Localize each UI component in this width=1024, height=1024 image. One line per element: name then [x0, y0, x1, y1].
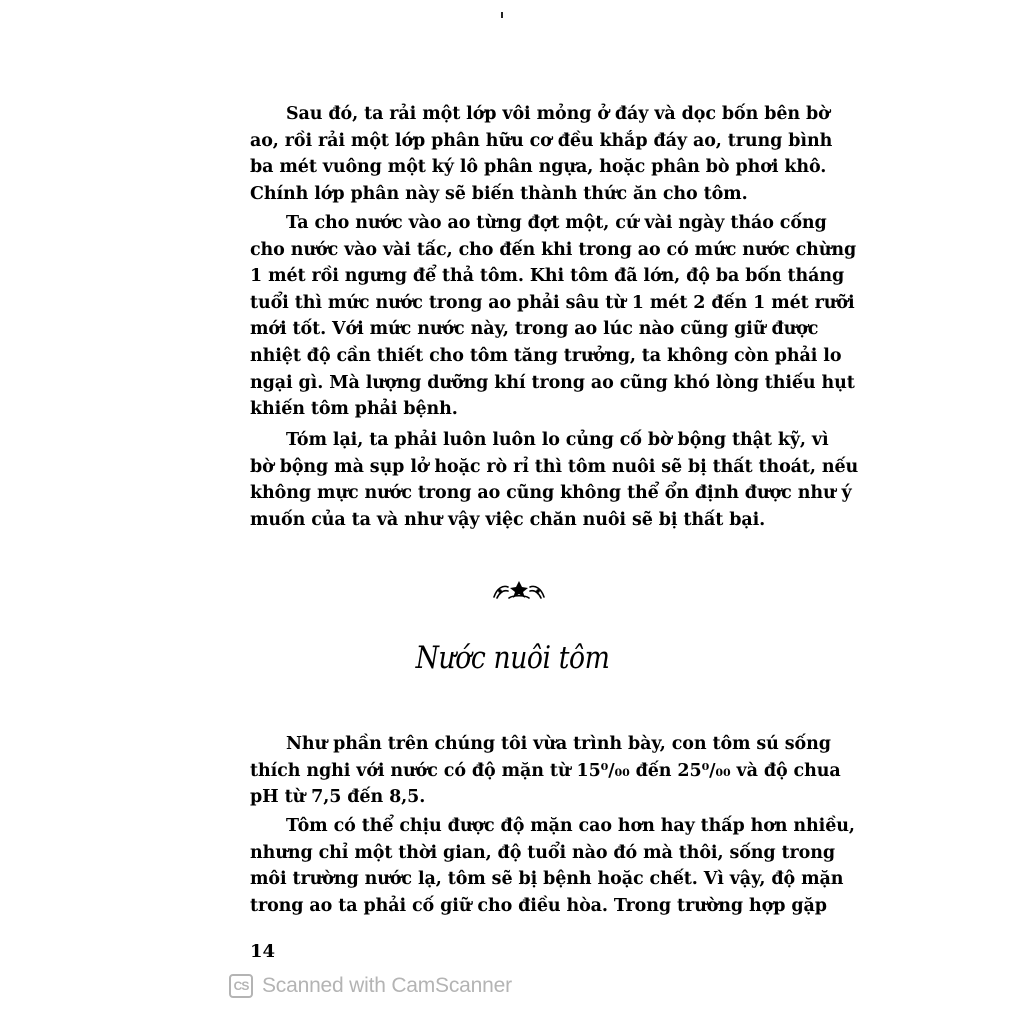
text-line: Tóm lại, ta phải luôn luôn lo củng cố bờ bộng thật kỹ, vì: [286, 430, 829, 450]
text-line: nhưng chỉ một thời gian, độ tuổi nào đó mà thôi, sống trong: [250, 842, 835, 863]
text-line: cho nước vào vài tấc, cho đến khi trong ao có mức nước chừng: [250, 239, 857, 260]
paragraph-water-filling: [250, 210, 857, 423]
camscanner-watermark: [229, 974, 512, 998]
paragraph-summary: [250, 427, 859, 533]
text-line: pH từ 7,5 đến 8,5.: [250, 787, 426, 808]
text-line: Ta cho nước vào ao từng đợt một, cứ vài ngày tháo cống: [286, 213, 827, 233]
text-line: muốn của ta và như vậy việc chăn nuôi sẽ bị thất bại.: [250, 509, 766, 530]
text-line: tuổi thì mức nước trong ao phải sâu từ 1 mét 2 đến 1 mét rưỡi: [250, 292, 855, 313]
paragraph-salinity: [250, 731, 841, 811]
watermark-text: Scanned with CamScanner: [262, 974, 512, 997]
text-line: ao, rồi rải một lớp phân hữu cơ đều khắp đáy ao, trung bình: [250, 130, 833, 151]
text-line: ba mét vuông một ký lô phân ngựa, hoặc phân bò phơi khô.: [250, 157, 827, 178]
text-line: nhiệt độ cần thiết cho tôm tăng trưởng, ta không còn phải lo: [250, 345, 842, 366]
text-line: môi trường nước lạ, tôm sẽ bị bệnh hoặc chết. Vì vậy, độ mặn: [250, 869, 844, 890]
text-line: thích nghi với nước có độ mặn từ 15⁰/₀₀ đến 25⁰/₀₀ và độ chua: [250, 760, 841, 781]
floral-ornament-icon: [491, 578, 547, 602]
text-line: Sau đó, ta rải một lớp vôi mỏng ở đáy và dọc bốn bên bờ: [286, 104, 830, 124]
text-line: mới tốt. Với mức nước này, trong ao lúc nào cũng giữ được: [250, 319, 819, 340]
text-line: Như phần trên chúng tôi vừa trình bày, con tôm sú sống: [286, 734, 831, 754]
paragraph-tolerance: [250, 813, 855, 919]
text-line: khiến tôm phải bệnh.: [250, 399, 458, 420]
paragraph-bottom-lining: [250, 101, 833, 207]
text-line: ngại gì. Mà lượng dưỡng khí trong ao cũng khó lòng thiếu hụt: [250, 372, 855, 393]
section-title: Nước nuôi tôm: [415, 640, 610, 676]
camscanner-logo-icon: CS: [229, 974, 253, 998]
text-line: bờ bộng mà sụp lở hoặc rò rỉ thì tôm nuôi sẽ bị thất thoát, nếu: [250, 456, 859, 477]
scan-speck: [501, 12, 503, 18]
text-line: 1 mét rồi ngưng để thả tôm. Khi tôm đã lớn, độ ba bốn tháng: [250, 266, 845, 287]
text-line: không mực nước trong ao cũng không thể ổn định được như ý: [250, 483, 852, 504]
page-number: 14: [250, 941, 276, 962]
text-line: trong ao ta phải cố giữ cho điều hòa. Trong trường hợp gặp: [250, 895, 827, 916]
text-line: Tôm có thể chịu được độ mặn cao hơn hay thấp hơn nhiều,: [286, 816, 855, 836]
text-line: Chính lớp phân này sẽ biến thành thức ăn cho tôm.: [250, 183, 748, 204]
